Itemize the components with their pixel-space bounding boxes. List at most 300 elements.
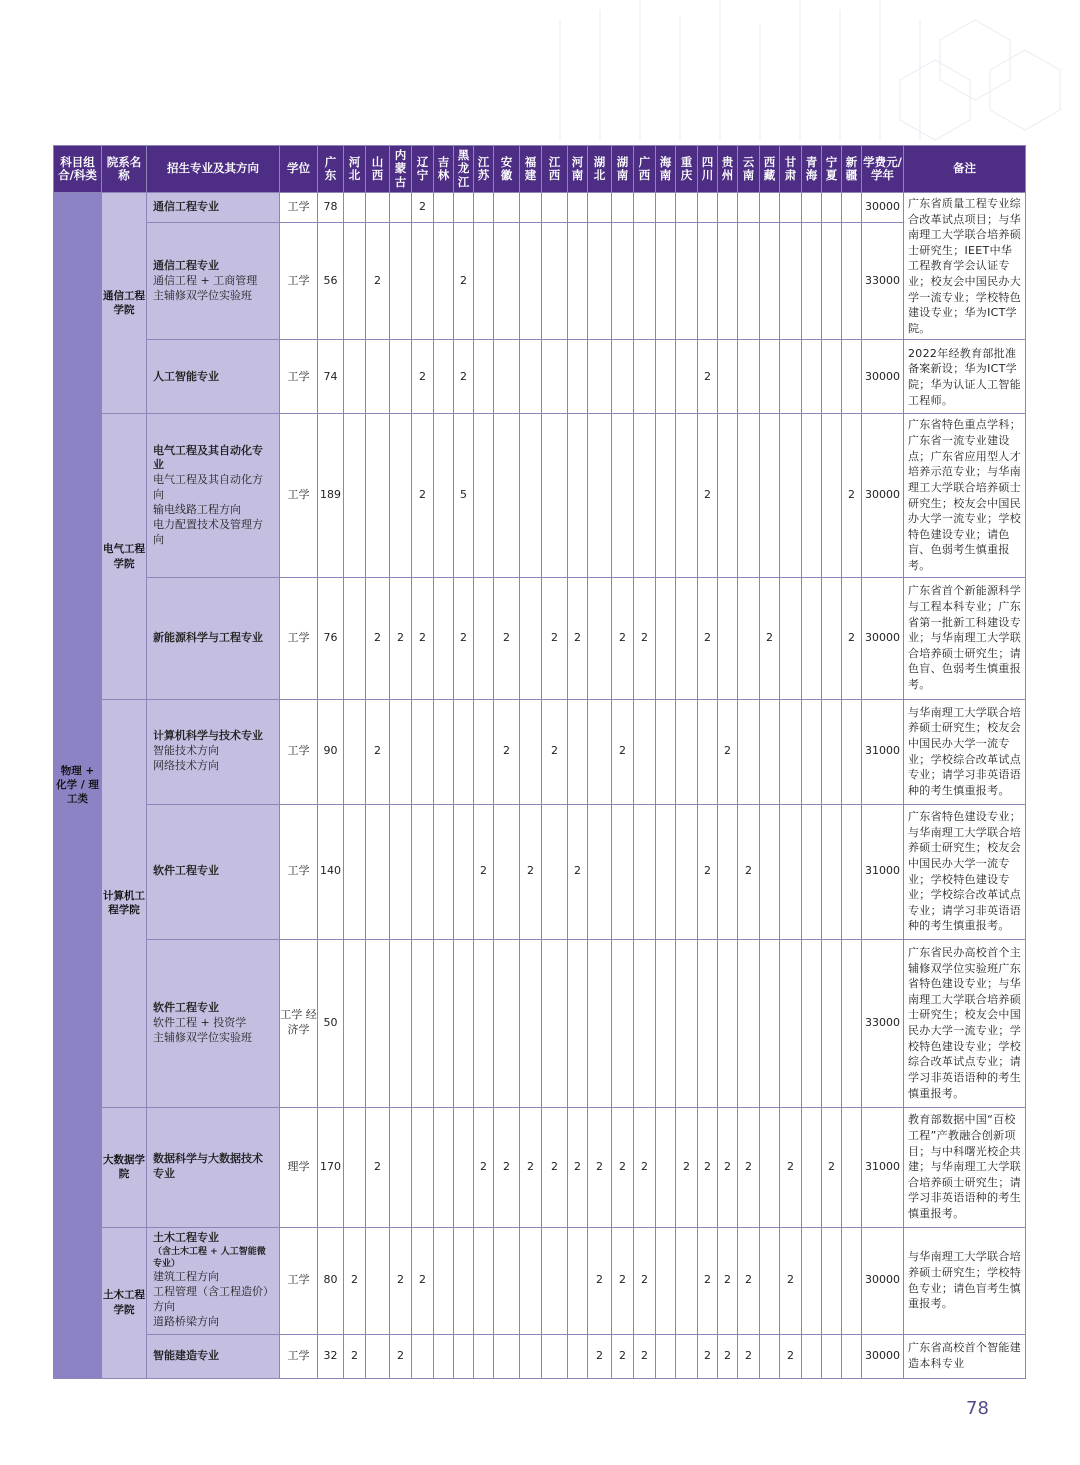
quota-cell	[760, 804, 780, 939]
degree-cell: 工学 经济学	[280, 939, 318, 1107]
major-cell	[147, 1107, 280, 1227]
major-cell	[147, 804, 280, 939]
province-char: 青	[805, 154, 818, 169]
fee-cell: 31000	[862, 804, 904, 939]
quota-cell	[542, 414, 568, 577]
quota-cell	[822, 414, 842, 577]
header-province	[520, 146, 542, 193]
degree-cell: 工学	[280, 223, 318, 340]
province-char: 北	[593, 168, 606, 182]
province-char: 福	[524, 154, 537, 169]
province-char: 疆	[845, 168, 858, 182]
major-note: （含土木工程 + 人工智能微专业）	[153, 1247, 266, 1270]
remark-cell: 教育部数据中国“百校工程”产教融合创新项目；与中科曙光校企共建；与华南理工大学联合培养硕士研究生；请学习非英语语种的考生慎重报考。	[904, 1107, 1026, 1227]
remark-cell: 广东省特色建设专业；与华南理工大学联合培养硕士研究生；校友会中国民办大学一流专业；学校特色建设专业；学校综合改革试点专业；请学习非英语语种的考生慎重报考。	[904, 804, 1026, 939]
quota-cell	[718, 193, 738, 223]
quota-cell: 5	[454, 414, 474, 577]
quota-cell: 76	[318, 577, 344, 699]
quota-cell	[494, 804, 520, 939]
quota-cell	[588, 939, 612, 1107]
quota-cell	[494, 340, 520, 414]
quota-cell	[434, 193, 454, 223]
quota-cell	[344, 223, 366, 340]
quota-cell: 2	[634, 1107, 656, 1227]
quota-cell	[588, 699, 612, 804]
province-char: 苏	[477, 168, 490, 182]
fee-cell: 30000	[862, 340, 904, 414]
quota-cell	[802, 223, 822, 340]
major-cell	[147, 1227, 280, 1334]
degree-cell: 工学	[280, 577, 318, 699]
quota-cell	[842, 223, 862, 340]
header-major: 招生专业及其方向	[147, 146, 280, 193]
table-row	[54, 1334, 1026, 1378]
quota-cell	[474, 193, 494, 223]
quota-cell	[344, 804, 366, 939]
major-direction: 建筑工程方向	[153, 1270, 219, 1284]
quota-cell: 2	[780, 1334, 802, 1378]
quota-cell	[344, 193, 366, 223]
quota-cell	[474, 223, 494, 340]
quota-cell: 2	[568, 1107, 588, 1227]
quota-cell	[588, 223, 612, 340]
degree-cell: 工学	[280, 804, 318, 939]
quota-cell	[780, 939, 802, 1107]
quota-cell	[344, 939, 366, 1107]
quota-cell	[390, 804, 412, 939]
major-cell	[147, 939, 280, 1107]
quota-cell	[454, 193, 474, 223]
quota-cell	[634, 414, 656, 577]
province-char: 河	[348, 154, 361, 169]
province-char: 建	[524, 168, 537, 182]
province-char: 贵	[721, 154, 734, 169]
quota-cell	[542, 1334, 568, 1378]
quota-cell: 2	[568, 577, 588, 699]
quota-cell	[760, 1107, 780, 1227]
degree-cell: 理学	[280, 1107, 318, 1227]
quota-cell	[676, 939, 698, 1107]
quota-cell: 2	[634, 577, 656, 699]
quota-cell: 90	[318, 699, 344, 804]
quota-cell	[412, 939, 434, 1107]
province-char: 江	[548, 154, 561, 169]
degree-cell: 工学	[280, 193, 318, 223]
quota-cell: 2	[698, 804, 718, 939]
quota-cell	[434, 223, 454, 340]
province-char: 海	[659, 154, 672, 169]
quota-cell	[780, 804, 802, 939]
quota-cell: 2	[454, 340, 474, 414]
quota-cell: 2	[542, 699, 568, 804]
quota-cell	[718, 577, 738, 699]
quota-cell	[520, 414, 542, 577]
quota-cell: 56	[318, 223, 344, 340]
quota-cell	[612, 414, 634, 577]
quota-cell: 2	[698, 414, 718, 577]
quota-cell: 2	[412, 193, 434, 223]
quota-cell	[474, 577, 494, 699]
province-char: 甘	[784, 154, 797, 169]
remark-cell: 广东省民办高校首个主辅修双学位实验班广东省特色建设专业；与华南理工大学联合培养硕士研究生；校友会中国民办大学一流专业；学校特色建设专业；学校综合改革试点专业；请学习非英语语种的考生慎重报考。	[904, 939, 1026, 1107]
quota-cell	[542, 223, 568, 340]
degree-cell: 工学	[280, 414, 318, 577]
quota-cell	[612, 340, 634, 414]
province-char: 河	[571, 154, 584, 169]
department-cell: 大数据学院	[102, 1107, 147, 1227]
province-char: 内	[394, 148, 407, 163]
header-province	[612, 146, 634, 193]
province-char: 川	[701, 168, 714, 182]
quota-cell	[588, 193, 612, 223]
table-row	[54, 223, 1026, 340]
header-province	[780, 146, 802, 193]
quota-cell	[588, 804, 612, 939]
quota-cell	[520, 939, 542, 1107]
quota-cell: 2	[698, 577, 718, 699]
header-row	[54, 146, 1026, 193]
quota-cell	[412, 699, 434, 804]
quota-cell: 2	[520, 804, 542, 939]
quota-cell	[568, 699, 588, 804]
major-direction: 输电线路工程方向	[153, 502, 241, 516]
quota-cell	[412, 1334, 434, 1378]
quota-cell	[822, 193, 842, 223]
quota-cell	[634, 939, 656, 1107]
quota-cell	[676, 577, 698, 699]
quota-cell: 80	[318, 1227, 344, 1334]
quota-cell	[454, 804, 474, 939]
header-province	[802, 146, 822, 193]
quota-cell: 170	[318, 1107, 344, 1227]
major-direction: 工程管理（含工程造价）方向	[153, 1285, 269, 1314]
quota-cell	[802, 1107, 822, 1227]
quota-cell	[760, 340, 780, 414]
header-category: 科目组合/科类	[54, 146, 102, 193]
province-char: 新	[845, 154, 858, 169]
quota-cell: 2	[718, 1227, 738, 1334]
quota-cell	[568, 414, 588, 577]
quota-cell	[454, 1227, 474, 1334]
quota-cell: 2	[842, 577, 862, 699]
table-row	[54, 577, 1026, 699]
quota-cell	[568, 223, 588, 340]
province-char: 江	[477, 154, 490, 169]
quota-cell	[568, 939, 588, 1107]
quota-cell	[822, 939, 842, 1107]
major-cell	[147, 577, 280, 699]
quota-cell	[366, 1227, 390, 1334]
quota-cell: 2	[738, 1107, 760, 1227]
quota-cell: 2	[366, 699, 390, 804]
quota-cell	[412, 1107, 434, 1227]
quota-cell	[802, 1334, 822, 1378]
province-char: 东	[324, 168, 337, 182]
province-char: 山	[371, 154, 384, 169]
quota-cell: 2	[366, 1107, 390, 1227]
quota-cell	[842, 340, 862, 414]
province-char: 南	[742, 168, 755, 182]
province-char: 龙	[457, 161, 470, 176]
quota-cell	[568, 340, 588, 414]
quota-cell	[390, 939, 412, 1107]
quota-cell	[412, 223, 434, 340]
quota-cell: 2	[494, 577, 520, 699]
province-char: 庆	[680, 168, 693, 182]
province-char: 吉	[437, 154, 450, 169]
quota-cell	[656, 340, 676, 414]
table-row	[54, 340, 1026, 414]
quota-cell	[366, 804, 390, 939]
province-char: 蒙	[394, 161, 407, 176]
province-char: 西	[548, 168, 561, 182]
province-char: 徽	[500, 168, 513, 182]
table-row	[54, 804, 1026, 939]
province-char: 林	[437, 168, 450, 182]
quota-cell	[760, 699, 780, 804]
major-cell	[147, 414, 280, 577]
quota-cell: 2	[366, 223, 390, 340]
header-province	[568, 146, 588, 193]
quota-cell	[718, 414, 738, 577]
quota-cell	[656, 1227, 676, 1334]
quota-cell: 2	[738, 1334, 760, 1378]
header-province	[738, 146, 760, 193]
quota-cell: 2	[842, 414, 862, 577]
quota-cell	[842, 193, 862, 223]
quota-cell: 2	[780, 1227, 802, 1334]
quota-cell	[738, 414, 760, 577]
quota-cell	[390, 340, 412, 414]
quota-cell: 2	[412, 577, 434, 699]
fee-cell: 30000	[862, 193, 904, 223]
quota-cell	[390, 699, 412, 804]
quota-cell: 2	[494, 699, 520, 804]
fee-cell: 31000	[862, 699, 904, 804]
quota-cell	[802, 939, 822, 1107]
degree-cell: 工学	[280, 699, 318, 804]
quota-cell: 2	[412, 414, 434, 577]
quota-cell	[676, 340, 698, 414]
quota-cell: 2	[698, 1227, 718, 1334]
quota-cell	[718, 804, 738, 939]
quota-cell	[802, 414, 822, 577]
quota-cell	[390, 414, 412, 577]
quota-cell: 2	[822, 1107, 842, 1227]
header-province	[434, 146, 454, 193]
quota-cell	[474, 340, 494, 414]
quota-cell	[474, 1227, 494, 1334]
header-remark: 备注	[904, 146, 1026, 193]
province-char: 西	[371, 168, 384, 182]
quota-cell	[718, 340, 738, 414]
quota-cell	[390, 223, 412, 340]
quota-cell	[520, 577, 542, 699]
quota-cell	[434, 939, 454, 1107]
quota-cell	[344, 414, 366, 577]
table-row	[54, 414, 1026, 577]
quota-cell	[494, 414, 520, 577]
quota-cell: 2	[718, 699, 738, 804]
degree-cell: 工学	[280, 340, 318, 414]
quota-cell	[366, 939, 390, 1107]
quota-cell	[520, 1334, 542, 1378]
quota-cell	[760, 1334, 780, 1378]
quota-cell	[676, 1227, 698, 1334]
quota-cell: 2	[344, 1227, 366, 1334]
quota-cell	[698, 223, 718, 340]
major-name: 计算机科学与技术专业	[153, 729, 263, 743]
major-name: 通信工程专业	[153, 200, 219, 214]
quota-cell	[656, 193, 676, 223]
province-char: 安	[500, 154, 513, 169]
quota-cell	[434, 1227, 454, 1334]
province-char: 西	[763, 154, 776, 169]
quota-cell: 2	[588, 1107, 612, 1227]
quota-cell: 2	[390, 577, 412, 699]
table-body	[54, 193, 1026, 1379]
major-name: 数据科学与大数据技术专业	[153, 1152, 263, 1181]
major-name: 人工智能专业	[153, 369, 219, 383]
quota-cell: 2	[780, 1107, 802, 1227]
quota-cell	[454, 939, 474, 1107]
header-province	[656, 146, 676, 193]
quota-cell	[474, 414, 494, 577]
major-name: 通信工程专业	[153, 259, 219, 273]
quota-cell	[676, 1334, 698, 1378]
quota-cell	[780, 414, 802, 577]
province-char: 海	[805, 168, 818, 182]
quota-cell	[588, 577, 612, 699]
table-row	[54, 939, 1026, 1107]
quota-cell	[520, 223, 542, 340]
header-province	[390, 146, 412, 193]
province-char: 广	[638, 154, 651, 169]
province-char: 湖	[616, 154, 629, 169]
quota-cell: 2	[520, 1107, 542, 1227]
quota-cell	[842, 804, 862, 939]
quota-cell	[634, 223, 656, 340]
quota-cell: 2	[454, 223, 474, 340]
province-char: 辽	[416, 154, 429, 169]
quota-cell	[390, 193, 412, 223]
quota-cell	[676, 804, 698, 939]
quota-cell: 2	[738, 1227, 760, 1334]
province-char: 南	[659, 168, 672, 182]
quota-cell	[656, 1334, 676, 1378]
quota-cell	[802, 193, 822, 223]
quota-cell: 2	[718, 1107, 738, 1227]
quota-cell: 78	[318, 193, 344, 223]
header-province	[718, 146, 738, 193]
page-number: 78	[966, 1398, 989, 1419]
quota-cell: 32	[318, 1334, 344, 1378]
quota-cell	[434, 340, 454, 414]
fee-cell: 30000	[862, 1227, 904, 1334]
quota-cell: 2	[612, 1107, 634, 1227]
quota-cell: 2	[474, 1107, 494, 1227]
remark-cell: 广东省高校首个智能建造本科专业	[904, 1334, 1026, 1378]
header-province	[344, 146, 366, 193]
province-char: 西	[638, 168, 651, 182]
major-direction: 软件工程 + 投资学	[153, 1015, 247, 1029]
quota-cell	[822, 223, 842, 340]
quota-cell	[612, 804, 634, 939]
quota-cell: 2	[412, 1227, 434, 1334]
quota-cell: 189	[318, 414, 344, 577]
quota-cell	[676, 699, 698, 804]
quota-cell	[366, 1334, 390, 1378]
quota-cell	[842, 939, 862, 1107]
quota-cell	[822, 340, 842, 414]
quota-cell	[344, 699, 366, 804]
quota-cell	[612, 193, 634, 223]
department-cell: 电气工程学院	[102, 414, 147, 699]
quota-cell	[542, 1227, 568, 1334]
quota-cell: 2	[634, 1334, 656, 1378]
quota-cell	[494, 193, 520, 223]
quota-cell: 2	[390, 1334, 412, 1378]
header-province	[474, 146, 494, 193]
major-cell	[147, 193, 280, 223]
quota-cell	[676, 223, 698, 340]
quota-cell	[676, 414, 698, 577]
header-province	[542, 146, 568, 193]
quota-cell	[434, 577, 454, 699]
table-row	[54, 193, 1026, 223]
quota-cell: 2	[612, 1227, 634, 1334]
province-char: 古	[394, 174, 407, 189]
major-cell	[147, 1334, 280, 1378]
quota-cell: 2	[588, 1334, 612, 1378]
quota-cell: 50	[318, 939, 344, 1107]
quota-cell: 2	[474, 804, 494, 939]
degree-cell: 工学	[280, 1227, 318, 1334]
quota-cell	[738, 193, 760, 223]
quota-cell	[494, 939, 520, 1107]
province-char: 南	[616, 168, 629, 182]
quota-cell: 2	[454, 577, 474, 699]
quota-cell	[520, 1227, 542, 1334]
quota-cell	[520, 193, 542, 223]
category-cell: 物理 + 化学 / 理工类	[54, 193, 102, 1379]
quota-cell	[738, 699, 760, 804]
quota-cell: 140	[318, 804, 344, 939]
quota-cell	[656, 1107, 676, 1227]
quota-cell	[738, 577, 760, 699]
quota-cell	[802, 699, 822, 804]
quota-cell	[656, 414, 676, 577]
major-name: 软件工程专业	[153, 1000, 219, 1014]
table-row	[54, 699, 1026, 804]
remark-cell: 与华南理工大学联合培养硕士研究生；校友会中国民办大学一流专业；学校综合改革试点专业；请学习非英语语种的考生慎重报考。	[904, 699, 1026, 804]
quota-cell: 2	[588, 1227, 612, 1334]
quota-cell	[738, 223, 760, 340]
header-province	[588, 146, 612, 193]
quota-cell: 2	[760, 577, 780, 699]
quota-cell	[494, 1227, 520, 1334]
quota-cell	[802, 804, 822, 939]
quota-cell	[802, 340, 822, 414]
province-char: 州	[721, 168, 734, 182]
province-char: 黑	[457, 148, 470, 163]
quota-cell	[454, 1107, 474, 1227]
quota-cell	[434, 699, 454, 804]
quota-cell	[656, 804, 676, 939]
quota-cell: 2	[390, 1227, 412, 1334]
quota-cell	[474, 699, 494, 804]
header-decoration	[0, 0, 1080, 150]
